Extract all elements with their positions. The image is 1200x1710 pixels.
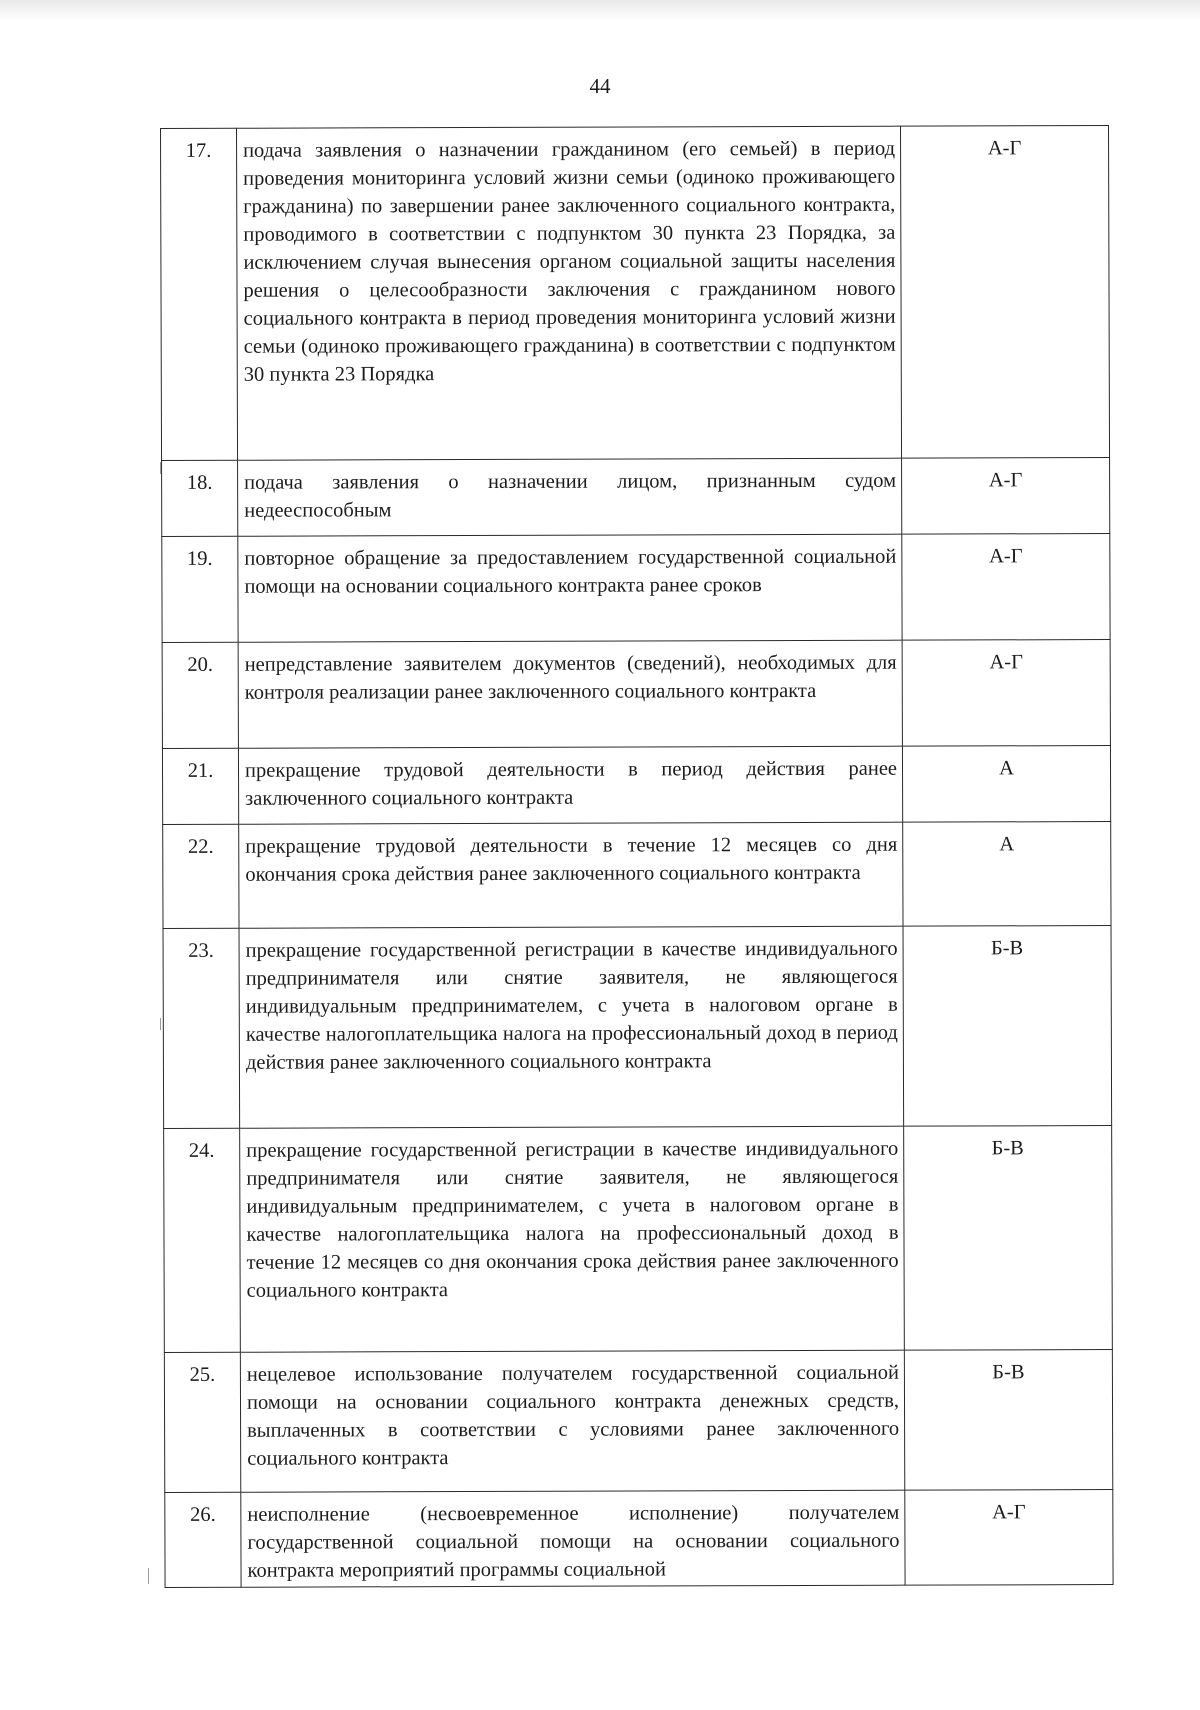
- row-code: А-Г: [902, 640, 1110, 747]
- row-code: А: [902, 746, 1110, 823]
- scan-mark: [148, 1568, 149, 1584]
- row-description: нецелевое использование получателем государственной социальной помощи на основании социального контракта денежных средств, выплаченных в соответствии с условиями ранее заключенного социального контракта: [240, 1350, 904, 1492]
- row-number: 17.: [161, 128, 238, 460]
- table-row: [162, 458, 1110, 537]
- row-code: А-Г: [902, 458, 1110, 535]
- table-row: [161, 126, 1110, 461]
- row-description: прекращение трудовой деятельности в период действия ранее заключенного социального контракта: [238, 746, 902, 824]
- page-number: 44: [589, 74, 611, 98]
- row-description: прекращение государственной регистрации в качестве индивидуального предпринимателя или снятие заявителя, не являющегося индивидуальным предпринимателем, с учета в налоговом органе в качестве налогоплательщика налога на профессиональный доход в течение 12 месяцев со дня окончания срока действия ранее заключенного социального контракта: [240, 1126, 905, 1352]
- row-description: повторное обращение за предоставлением государственной социальной помощи на основании социального контракта ранее сроков: [238, 534, 902, 642]
- scan-edge: [0, 0, 1200, 22]
- table-row: [165, 1490, 1113, 1588]
- row-number: 19.: [162, 536, 238, 642]
- row-code: Б-В: [904, 1126, 1113, 1351]
- table-row: [162, 640, 1110, 749]
- scan-mark: [160, 1018, 161, 1030]
- row-description: подача заявления о назначении гражданином (его семьей) в период проведения мониторинга условий жизни семьи (одиноко проживающего гражданина) по завершении ранее заключенного социального контракта, проводимого в соответствии с подпунктом 30 пункта 23 Порядка, за исключением случая вынесения органом социальной защиты населения решения о целесообразности заключения с гражданином нового социального контракта в период проведения мониторинга условий жизни семьи (одиноко проживающего гражданина) в соответствии с подпунктом 30 пункта 23 Порядка: [237, 126, 902, 460]
- row-description: непредставление заявителем документов (сведений), необходимых для контроля реализации ранее заключенного социального контракта: [238, 640, 902, 748]
- row-code: А-Г: [900, 126, 1109, 459]
- row-code: А-Г: [902, 534, 1110, 641]
- row-number: 20.: [162, 642, 238, 748]
- row-description: прекращение государственной регистрации в качестве индивидуального предпринимателя или снятие заявителя, не являющегося индивидуальным предпринимателем, с учета в налоговом органе в качестве налогоплательщика налога на профессиональный доход в период действия ранее заключенного социального контракта: [239, 926, 904, 1128]
- table-row: [164, 1126, 1113, 1353]
- conditions-table: [160, 125, 1114, 1588]
- row-code: А-Г: [905, 1490, 1113, 1586]
- row-description: неисполнение (несвоевременное исполнение) получателем государственной социальной помощи на основании социального контракта мероприятий программы социальной: [241, 1490, 905, 1587]
- scan-mark: [160, 462, 161, 474]
- table-row: [164, 1350, 1112, 1493]
- row-number: 25.: [164, 1352, 240, 1492]
- row-code: Б-В: [903, 926, 1112, 1127]
- row-description: прекращение трудовой деятельности в течение 12 месяцев со дня окончания срока действия ранее заключенного социального контракта: [239, 822, 903, 928]
- row-number: 24.: [164, 1128, 241, 1352]
- row-number: 22.: [163, 824, 239, 928]
- table-row: [162, 746, 1110, 825]
- row-code: А: [903, 822, 1111, 927]
- row-number: 18.: [162, 460, 238, 536]
- table-row: [163, 822, 1111, 929]
- table-row: [162, 534, 1110, 643]
- row-code: Б-В: [904, 1350, 1112, 1491]
- row-description: подача заявления о назначении лицом, признанным судом недееспособным: [238, 458, 902, 536]
- row-number: 21.: [162, 748, 238, 824]
- row-number: 23.: [163, 928, 240, 1128]
- row-number: 26.: [165, 1492, 241, 1587]
- table-row: [163, 926, 1112, 1129]
